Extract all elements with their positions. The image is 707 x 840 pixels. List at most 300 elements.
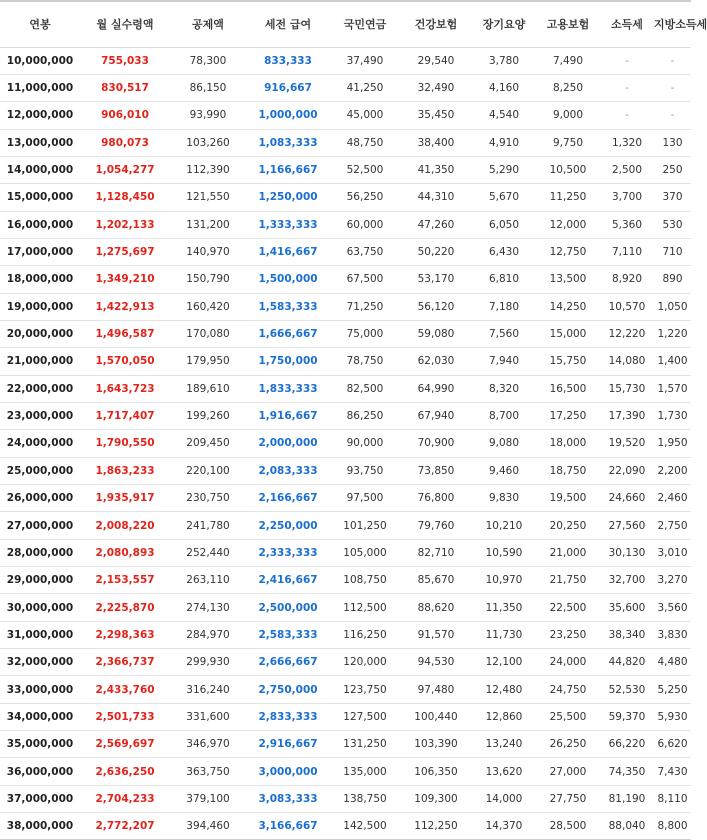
gross-pay-cell: 1,916,667	[258, 410, 318, 423]
employment-insurance-cell: 26,250	[549, 738, 587, 751]
health-insurance-cell: 53,170	[417, 273, 455, 286]
salary-cell: 23,000,000	[6, 410, 74, 423]
local-income-tax-cell: 5,930	[657, 710, 688, 723]
long-term-care-cell: 12,860	[485, 710, 523, 723]
pension-cell: 75,000	[346, 328, 384, 341]
health-insurance-cell: 100,440	[414, 710, 458, 723]
table-row	[0, 621, 691, 648]
table-row	[0, 649, 691, 676]
salary-cell: 24,000,000	[6, 437, 74, 450]
health-insurance-cell: 79,760	[417, 519, 455, 532]
health-insurance-cell: 56,120	[417, 300, 455, 313]
local-income-tax-cell: 3,270	[657, 574, 688, 587]
net-pay-cell: 980,073	[101, 136, 149, 149]
gross-pay-cell: 1,666,667	[258, 328, 318, 341]
table-row	[0, 512, 691, 539]
pension-cell: 120,000	[343, 656, 387, 669]
header-net-monthly-pay: 월 실수령액	[96, 18, 154, 32]
health-insurance-cell: 70,900	[417, 437, 455, 450]
gross-pay-cell: 3,000,000	[258, 765, 318, 778]
net-pay-cell: 1,570,050	[95, 355, 155, 368]
header-income-tax: 소득세	[611, 18, 643, 32]
gross-pay-cell: 1,416,667	[258, 246, 318, 259]
gross-pay-cell: 833,333	[264, 54, 312, 67]
pension-cell: 135,000	[343, 765, 387, 778]
pension-cell: 123,750	[343, 683, 387, 696]
net-pay-cell: 1,275,697	[95, 246, 155, 259]
pension-cell: 52,500	[346, 164, 384, 177]
local-income-tax-cell: 3,830	[657, 628, 688, 641]
pension-cell: 97,500	[346, 492, 384, 505]
employment-insurance-cell: 15,750	[549, 355, 587, 368]
deduction-cell: 179,950	[186, 355, 230, 368]
salary-cell: 29,000,000	[6, 574, 74, 587]
local-income-tax-cell: 250	[662, 164, 683, 177]
local-income-tax-cell: 3,560	[657, 601, 688, 614]
pension-cell: 78,750	[346, 355, 384, 368]
table-row	[0, 129, 691, 156]
local-income-tax-cell: 1,570	[657, 382, 688, 395]
income-tax-cell: 74,350	[608, 765, 646, 778]
deduction-cell: 394,460	[186, 820, 230, 833]
pension-cell: 60,000	[346, 218, 384, 231]
table-row	[0, 375, 691, 402]
table-row	[0, 539, 691, 566]
salary-cell: 33,000,000	[6, 683, 74, 696]
table-row	[0, 102, 691, 129]
health-insurance-cell: 29,540	[417, 54, 455, 67]
local-income-tax-cell: 890	[662, 273, 683, 286]
employment-insurance-cell: 24,000	[549, 656, 587, 669]
header-national-pension: 국민연금	[343, 18, 387, 32]
header-health-insurance: 건강보험	[414, 18, 458, 32]
local-income-tax-cell: 1,400	[657, 355, 688, 368]
net-pay-cell: 2,153,557	[95, 574, 155, 587]
header-local-income-tax: 지방소득세	[654, 18, 707, 32]
income-tax-cell: 3,700	[611, 191, 643, 204]
gross-pay-cell: 2,333,333	[258, 546, 318, 559]
long-term-care-cell: 5,290	[488, 164, 520, 177]
health-insurance-cell: 47,260	[417, 218, 455, 231]
gross-pay-cell: 1,750,000	[258, 355, 318, 368]
table-row	[0, 457, 691, 484]
pension-cell: 131,250	[343, 738, 387, 751]
health-insurance-cell: 85,670	[417, 574, 455, 587]
local-income-tax-cell: 6,620	[657, 738, 688, 751]
long-term-care-cell: 8,700	[488, 410, 520, 423]
health-insurance-cell: 109,300	[414, 792, 458, 805]
pension-cell: 108,750	[343, 574, 387, 587]
table-row	[0, 320, 691, 347]
net-pay-cell: 2,433,760	[95, 683, 155, 696]
table-row	[0, 238, 691, 265]
health-insurance-cell: 41,350	[417, 164, 455, 177]
gross-pay-cell: 2,500,000	[258, 601, 318, 614]
net-pay-cell: 2,704,233	[95, 792, 155, 805]
deduction-cell: 346,970	[186, 738, 230, 751]
local-income-tax-cell: 370	[662, 191, 683, 204]
employment-insurance-cell: 13,500	[549, 273, 587, 286]
deduction-cell: 241,780	[186, 519, 230, 532]
deduction-cell: 363,750	[186, 765, 230, 778]
health-insurance-cell: 64,990	[417, 382, 455, 395]
health-insurance-cell: 35,450	[417, 109, 455, 122]
salary-cell: 13,000,000	[6, 136, 74, 149]
income-tax-cell: 17,390	[608, 410, 646, 423]
deduction-cell: 103,260	[186, 136, 230, 149]
employment-insurance-cell: 27,750	[549, 792, 587, 805]
health-insurance-cell: 62,030	[417, 355, 455, 368]
net-pay-cell: 1,202,133	[95, 218, 155, 231]
net-pay-cell: 2,080,893	[95, 546, 155, 559]
local-income-tax-cell: 8,800	[657, 820, 688, 833]
long-term-care-cell: 7,940	[488, 355, 520, 368]
pension-cell: 142,500	[343, 820, 387, 833]
table-row	[0, 731, 691, 758]
salary-cell: 19,000,000	[6, 300, 74, 313]
employment-insurance-cell: 22,500	[549, 601, 587, 614]
deduction-cell: 93,990	[189, 109, 227, 122]
income-tax-cell: 2,500	[611, 164, 643, 177]
long-term-care-cell: 4,160	[488, 82, 520, 95]
long-term-care-cell: 13,620	[485, 765, 523, 778]
employment-insurance-cell: 17,250	[549, 410, 587, 423]
pension-cell: 127,500	[343, 710, 387, 723]
deduction-cell: 140,970	[186, 246, 230, 259]
gross-pay-cell: 2,666,667	[258, 656, 318, 669]
net-pay-cell: 830,517	[101, 82, 149, 95]
local-income-tax-cell: 2,200	[657, 464, 688, 477]
local-income-tax-cell: 2,750	[657, 519, 688, 532]
pension-cell: 37,490	[346, 54, 384, 67]
pension-cell: 82,500	[346, 382, 384, 395]
long-term-care-cell: 10,210	[485, 519, 523, 532]
pension-cell: 56,250	[346, 191, 384, 204]
employment-insurance-cell: 24,750	[549, 683, 587, 696]
income-tax-cell: -	[625, 109, 629, 122]
income-tax-cell: 88,040	[608, 820, 646, 833]
salary-cell: 28,000,000	[6, 546, 74, 559]
gross-pay-cell: 3,083,333	[258, 792, 318, 805]
income-tax-cell: 44,820	[608, 656, 646, 669]
deduction-cell: 131,200	[186, 218, 230, 231]
salary-cell: 10,000,000	[6, 54, 74, 67]
long-term-care-cell: 7,180	[488, 300, 520, 313]
header-gross-pay: 세전 급여	[264, 18, 312, 32]
long-term-care-cell: 12,100	[485, 656, 523, 669]
long-term-care-cell: 4,540	[488, 109, 520, 122]
table-row	[0, 156, 691, 183]
gross-pay-cell: 1,083,333	[258, 136, 318, 149]
employment-insurance-cell: 21,000	[549, 546, 587, 559]
pension-cell: 138,750	[343, 792, 387, 805]
local-income-tax-cell: 530	[662, 218, 683, 231]
salary-cell: 12,000,000	[6, 109, 74, 122]
deduction-cell: 230,750	[186, 492, 230, 505]
health-insurance-cell: 97,480	[417, 683, 455, 696]
table-row	[0, 430, 691, 457]
header-employment-insurance: 고용보험	[546, 18, 590, 32]
gross-pay-cell: 1,500,000	[258, 273, 318, 286]
employment-insurance-cell: 12,750	[549, 246, 587, 259]
table-row	[0, 348, 691, 375]
local-income-tax-cell: -	[670, 82, 675, 95]
net-pay-cell: 1,128,450	[95, 191, 155, 204]
salary-cell: 17,000,000	[6, 246, 74, 259]
local-income-tax-cell: 3,010	[657, 546, 688, 559]
gross-pay-cell: 2,750,000	[258, 683, 318, 696]
table-row	[0, 758, 691, 785]
table-row	[0, 676, 691, 703]
local-income-tax-cell: -	[670, 109, 675, 122]
deduction-cell: 316,240	[186, 683, 230, 696]
income-tax-cell: 5,360	[611, 218, 643, 231]
income-tax-cell: 66,220	[608, 738, 646, 751]
gross-pay-cell: 2,083,333	[258, 464, 318, 477]
long-term-care-cell: 11,350	[485, 601, 523, 614]
deduction-cell: 299,930	[186, 656, 230, 669]
long-term-care-cell: 3,780	[488, 54, 520, 67]
deduction-cell: 263,110	[186, 574, 230, 587]
local-income-tax-cell: -	[670, 54, 675, 67]
long-term-care-cell: 9,830	[488, 492, 520, 505]
salary-cell: 38,000,000	[6, 820, 74, 833]
income-tax-cell: 27,560	[608, 519, 646, 532]
long-term-care-cell: 10,970	[485, 574, 523, 587]
table-row	[0, 74, 691, 101]
deduction-cell: 150,790	[186, 273, 230, 286]
deduction-cell: 284,970	[186, 628, 230, 641]
net-pay-cell: 1,790,550	[95, 437, 155, 450]
deduction-cell: 274,130	[186, 601, 230, 614]
pension-cell: 86,250	[346, 410, 384, 423]
employment-insurance-cell: 18,000	[549, 437, 587, 450]
net-pay-cell: 1,863,233	[95, 464, 155, 477]
health-insurance-cell: 50,220	[417, 246, 455, 259]
employment-insurance-cell: 11,250	[549, 191, 587, 204]
deduction-cell: 252,440	[186, 546, 230, 559]
salary-cell: 11,000,000	[6, 82, 74, 95]
salary-cell: 22,000,000	[6, 382, 74, 395]
employment-insurance-cell: 16,500	[549, 382, 587, 395]
gross-pay-cell: 1,166,667	[258, 164, 318, 177]
pension-cell: 63,750	[346, 246, 384, 259]
net-pay-cell: 1,643,723	[95, 382, 155, 395]
gross-pay-cell: 1,333,333	[258, 218, 318, 231]
long-term-care-cell: 9,080	[488, 437, 520, 450]
salary-cell: 20,000,000	[6, 328, 74, 341]
income-tax-cell: 7,110	[611, 246, 643, 259]
table-row	[0, 184, 691, 211]
long-term-care-cell: 6,810	[488, 273, 520, 286]
income-tax-cell: -	[625, 82, 629, 95]
employment-insurance-cell: 9,750	[552, 136, 584, 149]
salary-cell: 32,000,000	[6, 656, 74, 669]
health-insurance-cell: 106,350	[414, 765, 458, 778]
long-term-care-cell: 11,730	[485, 628, 523, 641]
pension-cell: 71,250	[346, 300, 384, 313]
salary-cell: 21,000,000	[6, 355, 74, 368]
income-tax-cell: 38,340	[608, 628, 646, 641]
pension-cell: 41,250	[346, 82, 384, 95]
table-body	[0, 47, 691, 840]
gross-pay-cell: 1,583,333	[258, 300, 318, 313]
local-income-tax-cell: 130	[662, 136, 683, 149]
employment-insurance-cell: 15,000	[549, 328, 587, 341]
header-salary: 연봉	[29, 18, 51, 32]
net-pay-cell: 1,717,407	[95, 410, 155, 423]
health-insurance-cell: 82,710	[417, 546, 455, 559]
net-pay-cell: 2,225,870	[95, 601, 155, 614]
deduction-cell: 86,150	[189, 82, 227, 95]
deduction-cell: 78,300	[189, 54, 227, 67]
salary-cell: 36,000,000	[6, 765, 74, 778]
net-pay-cell: 2,569,697	[95, 738, 155, 751]
net-pay-cell: 1,349,210	[95, 273, 155, 286]
pension-cell: 48,750	[346, 136, 384, 149]
deduction-cell: 170,080	[186, 328, 230, 341]
gross-pay-cell: 2,000,000	[258, 437, 318, 450]
table-row	[0, 402, 691, 429]
net-pay-cell: 2,636,250	[95, 765, 155, 778]
employment-insurance-cell: 7,490	[552, 54, 584, 67]
table-row	[0, 293, 691, 320]
employment-insurance-cell: 10,500	[549, 164, 587, 177]
income-tax-cell: 14,080	[608, 355, 646, 368]
pension-cell: 101,250	[343, 519, 387, 532]
income-tax-cell: 12,220	[608, 328, 646, 341]
header-deductions: 공제액	[192, 18, 224, 32]
income-tax-cell: 30,130	[608, 546, 646, 559]
pension-cell: 67,500	[346, 273, 384, 286]
deduction-cell: 121,550	[186, 191, 230, 204]
gross-pay-cell: 2,250,000	[258, 519, 318, 532]
health-insurance-cell: 88,620	[417, 601, 455, 614]
employment-insurance-cell: 28,500	[549, 820, 587, 833]
gross-pay-cell: 1,000,000	[258, 109, 318, 122]
gross-pay-cell: 1,833,333	[258, 382, 318, 395]
health-insurance-cell: 44,310	[417, 191, 455, 204]
net-pay-cell: 1,422,913	[95, 300, 155, 313]
gross-pay-cell: 1,250,000	[258, 191, 318, 204]
salary-cell: 26,000,000	[6, 492, 74, 505]
net-pay-cell: 2,008,220	[95, 519, 155, 532]
header-long-term-care: 장기요양	[482, 18, 526, 32]
long-term-care-cell: 6,050	[488, 218, 520, 231]
deduction-cell: 209,450	[186, 437, 230, 450]
table-row	[0, 211, 691, 238]
table-row	[0, 47, 691, 74]
health-insurance-cell: 112,250	[414, 820, 458, 833]
pension-cell: 45,000	[346, 109, 384, 122]
long-term-care-cell: 14,000	[485, 792, 523, 805]
income-tax-cell: 81,190	[608, 792, 646, 805]
employment-insurance-cell: 27,000	[549, 765, 587, 778]
employment-insurance-cell: 21,750	[549, 574, 587, 587]
local-income-tax-cell: 1,050	[657, 300, 688, 313]
salary-cell: 18,000,000	[6, 273, 74, 286]
long-term-care-cell: 9,460	[488, 464, 520, 477]
health-insurance-cell: 91,570	[417, 628, 455, 641]
deduction-cell: 160,420	[186, 300, 230, 313]
table-header-row	[0, 1, 691, 47]
gross-pay-cell: 2,416,667	[258, 574, 318, 587]
income-tax-cell: 32,700	[608, 574, 646, 587]
long-term-care-cell: 14,370	[485, 820, 523, 833]
long-term-care-cell: 4,910	[488, 136, 520, 149]
income-tax-cell: 15,730	[608, 382, 646, 395]
salary-cell: 37,000,000	[6, 792, 74, 805]
table-row	[0, 567, 691, 594]
table-row	[0, 266, 691, 293]
local-income-tax-cell: 1,220	[657, 328, 688, 341]
long-term-care-cell: 6,430	[488, 246, 520, 259]
long-term-care-cell: 12,480	[485, 683, 523, 696]
local-income-tax-cell: 2,460	[657, 492, 688, 505]
employment-insurance-cell: 20,250	[549, 519, 587, 532]
health-insurance-cell: 94,530	[417, 656, 455, 669]
local-income-tax-cell: 1,730	[657, 410, 688, 423]
health-insurance-cell: 38,400	[417, 136, 455, 149]
salary-cell: 15,000,000	[6, 191, 74, 204]
net-pay-cell: 1,054,277	[95, 164, 155, 177]
table-row	[0, 785, 691, 812]
income-tax-cell: 35,600	[608, 601, 646, 614]
income-tax-cell: 24,660	[608, 492, 646, 505]
employment-insurance-cell: 8,250	[552, 82, 584, 95]
pension-cell: 90,000	[346, 437, 384, 450]
employment-insurance-cell: 9,000	[552, 109, 584, 122]
net-pay-cell: 1,496,587	[95, 328, 155, 341]
health-insurance-cell: 76,800	[417, 492, 455, 505]
income-tax-cell: 8,920	[611, 273, 643, 286]
table-row	[0, 703, 691, 730]
local-income-tax-cell: 1,950	[657, 437, 688, 450]
net-pay-cell: 906,010	[101, 109, 149, 122]
net-pay-cell: 1,935,917	[95, 492, 155, 505]
salary-cell: 25,000,000	[6, 464, 74, 477]
net-pay-cell: 2,501,733	[95, 710, 155, 723]
income-tax-cell: -	[625, 54, 629, 67]
net-pay-cell: 2,772,207	[95, 820, 155, 833]
salary-cell: 14,000,000	[6, 164, 74, 177]
employment-insurance-cell: 12,000	[549, 218, 587, 231]
local-income-tax-cell: 7,430	[657, 765, 688, 778]
table-row	[0, 594, 691, 621]
long-term-care-cell: 10,590	[485, 546, 523, 559]
long-term-care-cell: 8,320	[488, 382, 520, 395]
employment-insurance-cell: 18,750	[549, 464, 587, 477]
table-row	[0, 813, 691, 840]
deduction-cell: 189,610	[186, 382, 230, 395]
long-term-care-cell: 5,670	[488, 191, 520, 204]
pension-cell: 112,500	[343, 601, 387, 614]
health-insurance-cell: 103,390	[414, 738, 458, 751]
gross-pay-cell: 2,166,667	[258, 492, 318, 505]
employment-insurance-cell: 23,250	[549, 628, 587, 641]
deduction-cell: 379,100	[186, 792, 230, 805]
income-tax-cell: 59,370	[608, 710, 646, 723]
salary-cell: 30,000,000	[6, 601, 74, 614]
long-term-care-cell: 7,560	[488, 328, 520, 341]
salary-cell: 27,000,000	[6, 519, 74, 532]
employment-insurance-cell: 14,250	[549, 300, 587, 313]
income-tax-cell: 19,520	[608, 437, 646, 450]
gross-pay-cell: 2,833,333	[258, 710, 318, 723]
local-income-tax-cell: 5,250	[657, 683, 688, 696]
long-term-care-cell: 13,240	[485, 738, 523, 751]
health-insurance-cell: 59,080	[417, 328, 455, 341]
